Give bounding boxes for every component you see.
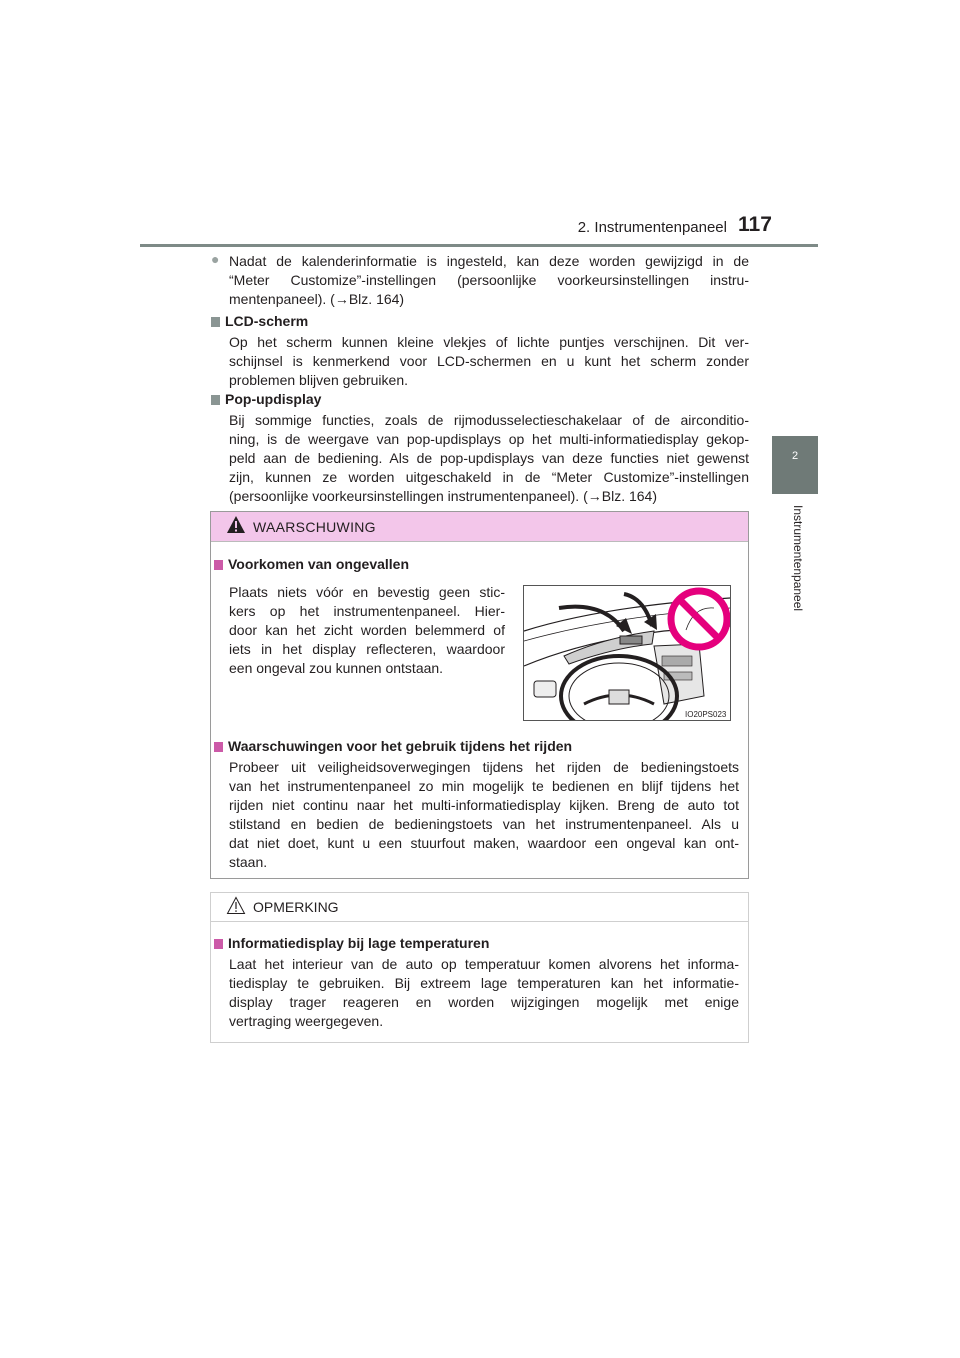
intro-bullet-text: Nadat de kalenderinformatie is ingesteld, kan deze worden gewijzigd in de “Meter Customize”-instellingen (persoonlijke voorkeursinstellingen instru- mentenpaneel). (→Blz. 164) <box>229 253 749 307</box>
page-number: 117 <box>738 213 772 236</box>
header-rule <box>140 244 818 247</box>
section-body-popup: Bij sommige functies, zoals de rijmodusselectieschakelaar of de airconditio- ning, is de weergave van pop-updisplays op het multi-informatiedisplay gekop- peld aan de bediening. Als de pop-updisplays van deze functies niet gewenst zijn, kunnen ze worden uitgeschakeld in de “Meter Customize”-instellingen (persoonlijke voorkeursinstellingen instrumentenpaneel). (→Blz. 164) <box>229 412 749 504</box>
note-item-body-temperature: Laat het interieur van de auto op temperatuur komen alvorens het informa- tiedisplay te gebruiken. Bij extreem lage temperaturen kan het informatie- display trager reageren en worden wijzigingen mogelijk met enige vertraging weergegeven. <box>229 956 739 1029</box>
figure-code: IO20PS023 <box>685 710 727 719</box>
bullet-circle-icon: ● <box>211 251 220 267</box>
square-bullet-icon <box>211 317 220 327</box>
note-title: OPMERKING <box>253 899 339 915</box>
warning-title: WAARSCHUWING <box>253 519 376 535</box>
caution-triangle-outline-icon <box>226 896 246 920</box>
square-bullet-icon <box>211 395 220 405</box>
section-heading-lcd: LCD-scherm <box>211 313 308 329</box>
square-bullet-icon <box>214 742 223 752</box>
warning-triangle-icon <box>226 515 246 539</box>
section-body-lcd: Op het scherm kunnen kleine vlekjes of lichte puntjes verschijnen. Dit ver- schijnsel is kenmerkend voor LCD-schermen en u kunt het scherm zonder problemen blijven gebruiken. <box>229 334 749 388</box>
dashboard-illustration <box>523 585 731 721</box>
square-bullet-icon <box>214 939 223 949</box>
warning-item-heading-driving: Waarschuwingen voor het gebruik tijdens het rijden <box>214 738 572 754</box>
square-bullet-icon <box>214 560 223 570</box>
warning-item-body-accidents: Plaats niets vóór en bevestig geen stic- kers op het instrumentenpaneel. Hier- door kan het zicht worden belemmerd of iets in het display reflecteren, waardoor een ongeval zou kunnen ontstaan. <box>229 584 505 676</box>
section-heading-popup: Pop-updisplay <box>211 391 321 407</box>
note-item-heading-temperature: Informatiedisplay bij lage temperaturen <box>214 935 489 951</box>
warning-item-body-driving: Probeer uit veiligheidsoverwegingen tijdens het rijden de bedieningstoets van het instrumentenpaneel zo min mogelijk te bedienen en blijf tijdens het rijden niet continu naar het multi-informatiedisplay kijken. Breng de auto tot stilstand en bedien de bedieningstoets van het instrumentenpaneel. Als u dat niet doet, kunt u een stuurfout maken, waardoor een ongeval kan ont- staan. <box>229 759 739 870</box>
section-title: 2. Instrumentenpaneel <box>577 219 727 236</box>
chapter-tab-number: 2 <box>791 450 799 462</box>
chapter-tab-label: Instrumentenpaneel <box>791 505 805 612</box>
warning-item-heading-accidents: Voorkomen van ongevallen <box>214 556 409 572</box>
chapter-tab[interactable] <box>772 436 818 494</box>
